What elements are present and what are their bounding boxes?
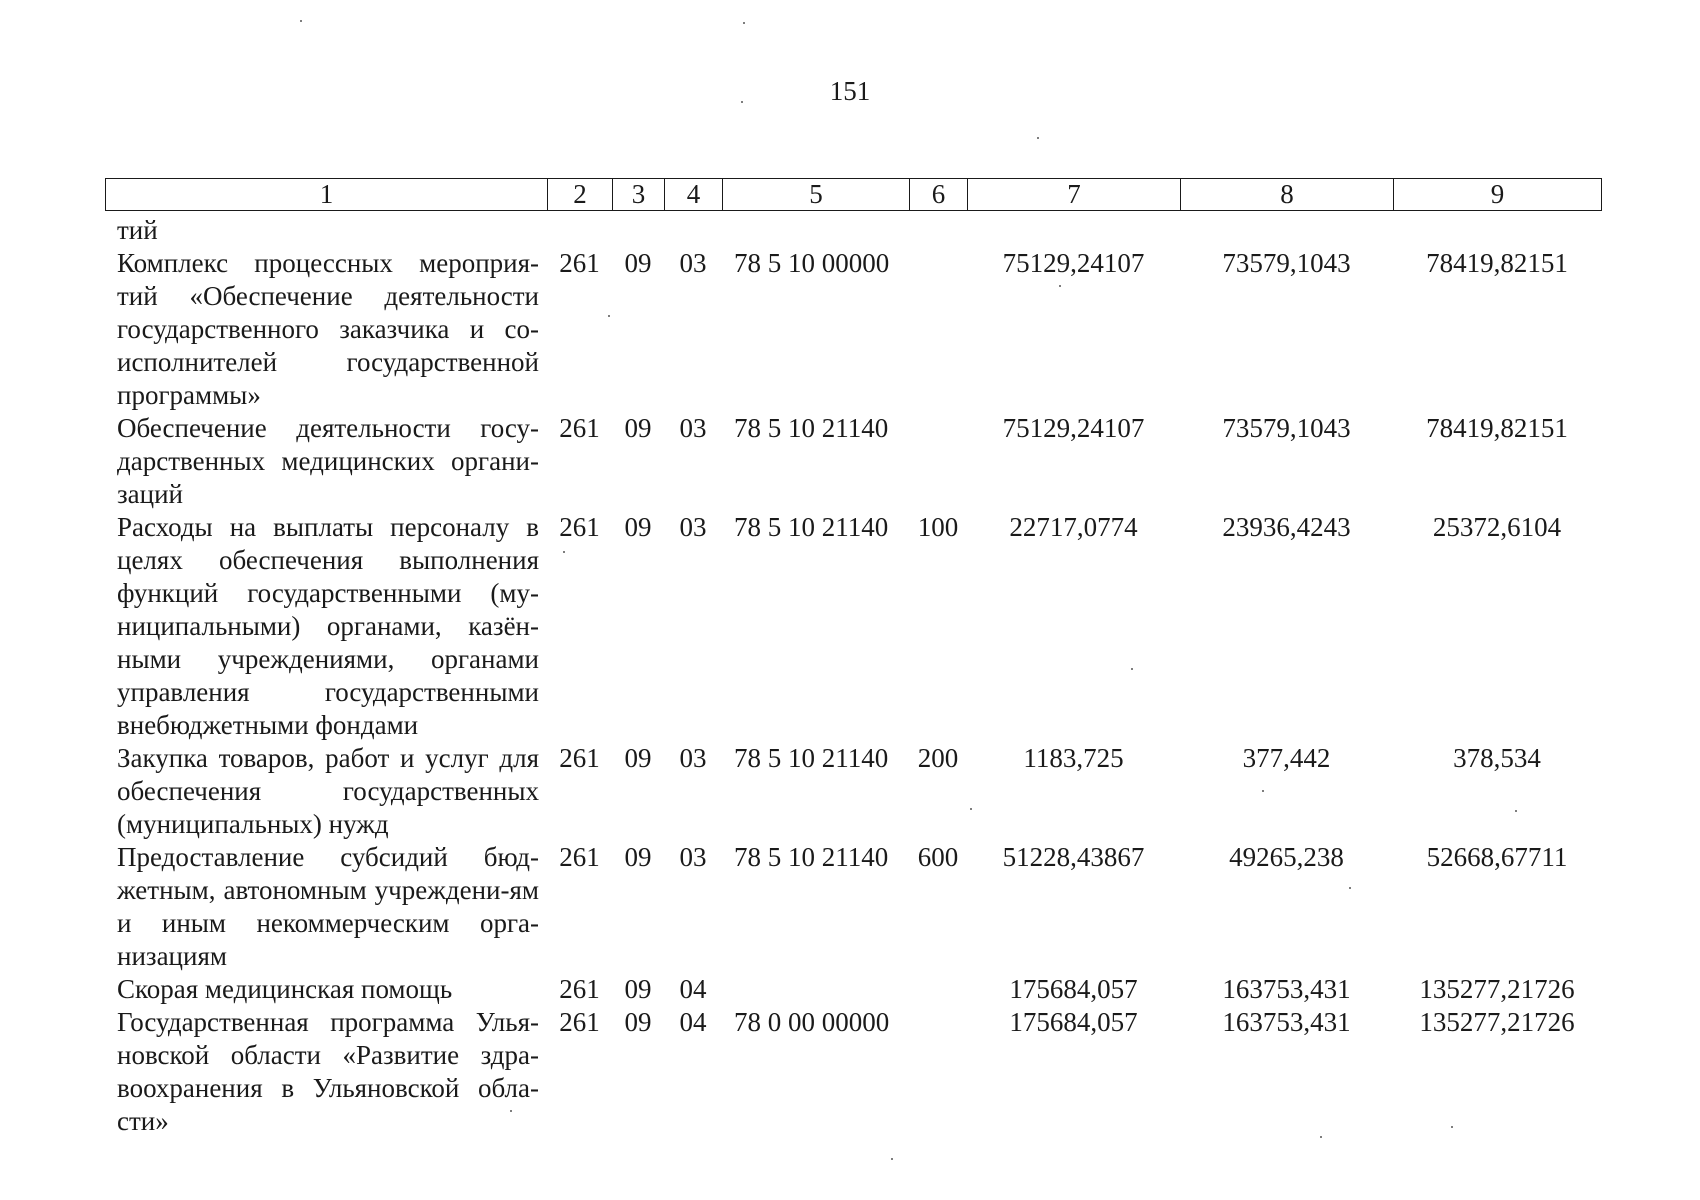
scan-speck xyxy=(1320,1136,1322,1138)
table-row xyxy=(105,841,1601,973)
row-col-8: 163753,431 xyxy=(1222,974,1351,1004)
row-description: Расходы на выплаты персоналу в целях обеспечения выполнения функций государственными (му-ниципальными) органами, казён-ными учреждениями, органами управления государственными внебюджетными фондами xyxy=(117,512,539,740)
scan-speck xyxy=(1131,668,1133,670)
row-description: тий xyxy=(117,215,158,245)
row-col-7: 175684,057 xyxy=(1009,1007,1138,1037)
row-col-5-code xyxy=(722,214,909,247)
row-col-2: 261 xyxy=(559,1007,600,1037)
row-col-3: 09 xyxy=(624,743,652,773)
row-col-4: 03 xyxy=(679,248,707,278)
row-col-3: 09 xyxy=(624,974,652,1004)
header-col-3: 3 xyxy=(613,179,665,211)
row-col-6: 100 xyxy=(917,512,959,542)
row-col-5-code: 78 5 10 00000 xyxy=(734,248,890,278)
row-col-3: 09 xyxy=(624,512,652,542)
header-col-7: 7 xyxy=(968,179,1181,211)
header-col-6: 6 xyxy=(910,179,968,211)
row-col-6 xyxy=(909,973,967,1006)
row-col-4 xyxy=(664,214,722,247)
row-col-3 xyxy=(612,214,664,247)
row-col-9: 135277,21726 xyxy=(1419,1007,1575,1037)
column-number-header xyxy=(105,178,1602,211)
header-col-2: 2 xyxy=(548,179,613,211)
header-col-4: 4 xyxy=(665,179,723,211)
row-col-2: 261 xyxy=(559,512,600,542)
row-col-6 xyxy=(909,247,967,412)
row-col-4: 04 xyxy=(679,1007,707,1037)
row-col-8 xyxy=(1180,214,1393,247)
row-col-5-code: 78 5 10 21140 xyxy=(734,842,889,872)
table-row xyxy=(105,247,1601,412)
row-col-3: 09 xyxy=(624,413,652,443)
row-col-5-code: 78 5 10 21140 xyxy=(734,413,889,443)
row-col-7: 22717,0774 xyxy=(1009,512,1138,542)
row-col-9: 378,534 xyxy=(1453,743,1541,773)
page-number: 151 xyxy=(829,76,871,106)
row-col-6 xyxy=(909,214,967,247)
row-col-3: 09 xyxy=(624,1007,652,1037)
row-col-7: 175684,057 xyxy=(1009,974,1138,1004)
budget-table xyxy=(105,214,1601,1138)
row-description: Обеспечение деятельности госу-дарственных медицинских органи-заций xyxy=(117,413,539,509)
row-col-9: 78419,82151 xyxy=(1426,248,1568,278)
row-col-2: 261 xyxy=(559,842,600,872)
row-col-2: 261 xyxy=(559,743,600,773)
row-col-9: 52668,67711 xyxy=(1426,842,1568,872)
row-col-2: 261 xyxy=(559,413,600,443)
scan-speck xyxy=(1515,810,1517,812)
header-col-8: 8 xyxy=(1181,179,1394,211)
row-col-2: 261 xyxy=(559,974,600,1004)
row-col-8: 377,442 xyxy=(1242,743,1331,773)
row-col-5-code: 78 5 10 21140 xyxy=(734,512,889,542)
table-row xyxy=(105,742,1601,841)
row-description: Государственная программа Улья-новской области «Развитие здра-воохранения в Ульяновской обла-сти» xyxy=(117,1007,539,1136)
row-col-8: 163753,431 xyxy=(1222,1007,1351,1037)
scan-speck xyxy=(608,315,610,317)
row-col-6: 200 xyxy=(917,743,959,773)
scan-speck xyxy=(1037,137,1039,139)
row-col-7: 75129,24107 xyxy=(1002,248,1145,278)
table-row xyxy=(105,214,1601,247)
row-col-7 xyxy=(967,214,1180,247)
header-col-9: 9 xyxy=(1394,179,1602,211)
row-col-7: 51228,43867 xyxy=(1002,842,1145,872)
row-description: Скорая медицинская помощь xyxy=(117,974,453,1004)
scan-speck xyxy=(1262,790,1264,792)
row-col-9: 135277,21726 xyxy=(1419,974,1575,1004)
row-description: Комплекс процессных мероприя-тий «Обеспечение деятельности государственного заказчика и со-исполнителей государственной программы» xyxy=(117,248,539,410)
row-col-7: 75129,24107 xyxy=(1002,413,1145,443)
header-col-1: 1 xyxy=(106,179,548,211)
header-col-5: 5 xyxy=(723,179,910,211)
row-col-3: 09 xyxy=(624,248,652,278)
scan-speck xyxy=(300,20,302,22)
row-col-4: 03 xyxy=(679,413,707,443)
row-col-6 xyxy=(909,1006,967,1138)
row-col-5-code xyxy=(722,973,909,1006)
scan-speck xyxy=(1059,285,1061,287)
scan-speck xyxy=(741,101,743,103)
row-description: Закупка товаров, работ и услуг для обеспечения государственных (муниципальных) нужд xyxy=(117,743,539,839)
row-col-4: 03 xyxy=(679,842,707,872)
scan-speck xyxy=(1349,887,1351,889)
row-col-9: 78419,82151 xyxy=(1426,413,1568,443)
row-col-9: 25372,6104 xyxy=(1432,512,1562,542)
row-col-5-code: 78 0 00 00000 xyxy=(734,1007,890,1037)
row-description: Предоставление субсидий бюд-жетным, автономным учреждени-ям и иным некоммерческим орга-низациям xyxy=(117,842,539,971)
row-col-4: 03 xyxy=(679,512,707,542)
row-col-6 xyxy=(909,412,967,511)
row-col-8: 73579,1043 xyxy=(1222,413,1351,443)
table-row xyxy=(105,412,1601,511)
scan-speck xyxy=(891,1158,893,1160)
scan-speck xyxy=(1451,1126,1453,1128)
scan-speck xyxy=(563,551,565,553)
scan-speck xyxy=(743,22,745,24)
row-col-2 xyxy=(547,214,612,247)
table-body xyxy=(105,214,1601,1138)
scan-speck xyxy=(970,808,972,810)
table-row xyxy=(105,973,1601,1006)
row-col-5-code: 78 5 10 21140 xyxy=(734,743,889,773)
row-col-4: 03 xyxy=(679,743,707,773)
row-col-8: 49265,238 xyxy=(1229,842,1344,872)
row-col-9 xyxy=(1393,214,1601,247)
row-col-8: 73579,1043 xyxy=(1222,248,1351,278)
row-col-3: 09 xyxy=(624,842,652,872)
table-row xyxy=(105,1006,1601,1138)
row-col-2: 261 xyxy=(559,248,600,278)
table-row xyxy=(105,511,1601,742)
scan-speck xyxy=(510,1110,512,1112)
row-col-7: 1183,725 xyxy=(1023,743,1124,773)
row-col-4: 04 xyxy=(679,974,707,1004)
row-col-8: 23936,4243 xyxy=(1222,512,1351,542)
row-col-6: 600 xyxy=(917,842,959,872)
